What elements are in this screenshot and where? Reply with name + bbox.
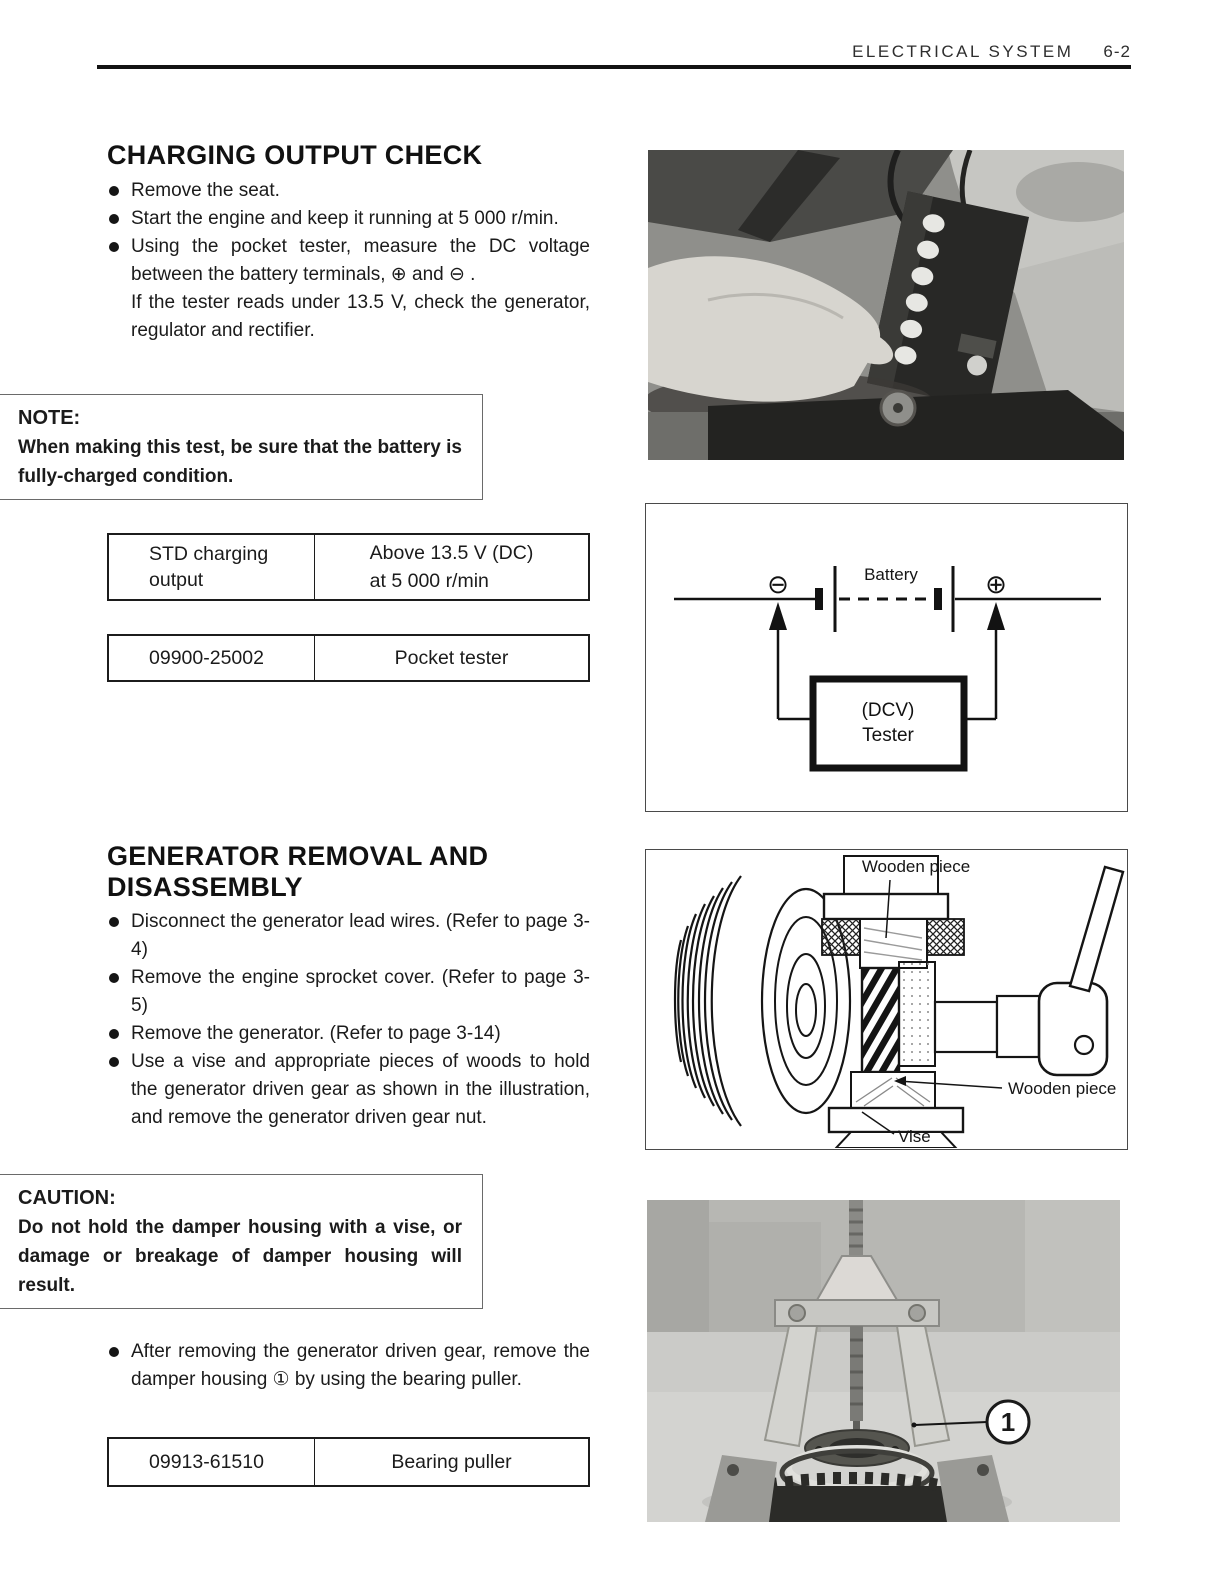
tester-label-line2: Tester	[862, 725, 914, 746]
generator-heading-wrap	[107, 841, 590, 903]
flywheel	[675, 876, 741, 1126]
bullet-icon	[109, 973, 119, 983]
bullet-text: Use a vise and appropriate pieces of woods to hold the generator driven gear as shown in the illustration, and remove the generator driven gear nut.	[131, 1051, 590, 1128]
note-box	[0, 394, 483, 500]
tester-box	[813, 679, 964, 768]
tester-label-line1: (DCV)	[861, 700, 915, 721]
part-number-cell	[109, 1439, 315, 1485]
wrench-handle	[1070, 867, 1123, 991]
battery-circuit-art	[646, 504, 1126, 810]
bullet-icon	[109, 1057, 119, 1067]
std-charging-label-cell	[109, 535, 315, 599]
plus-terminal-icon: ⊕	[985, 569, 1007, 599]
bullet-icon	[109, 214, 119, 224]
caution-body: Do not hold the damper housing with a vise, or damage or breakage of damper housing will result.	[18, 1217, 462, 1296]
note-title: NOTE:	[18, 407, 81, 429]
figure-battery-circuit	[645, 503, 1128, 812]
photo-bearing-puller	[647, 1200, 1120, 1522]
photo-charging-check	[648, 150, 1124, 460]
after-bullet-list	[107, 1338, 590, 1394]
bullet-text: Disconnect the generator lead wires. (Refer to page 3-4)	[131, 911, 590, 960]
photo-charging-check-art	[648, 150, 1124, 460]
bullet-icon	[109, 1347, 119, 1357]
tool-name-cell	[315, 636, 588, 680]
generator-bullet-list	[107, 908, 590, 1132]
battery-plate-icon	[815, 588, 823, 610]
tool-name-cell	[315, 1439, 588, 1485]
photo-bearing-puller-art	[647, 1200, 1120, 1522]
charging-bullet-list	[107, 177, 590, 345]
header-page-number: 6-2	[1103, 42, 1131, 61]
callout-1-number: 1	[1000, 1407, 1016, 1437]
page-header	[0, 42, 1131, 62]
caution-title: CAUTION:	[18, 1187, 116, 1209]
arrow-up-icon	[769, 602, 787, 630]
bullet-icon	[109, 917, 119, 927]
part-number: 09900-25002	[149, 647, 264, 669]
wooden-piece-top	[860, 919, 927, 968]
list-item	[107, 233, 590, 289]
charging-section-heading: CHARGING OUTPUT CHECK	[107, 140, 483, 170]
bullet-icon	[109, 242, 119, 252]
list-item	[107, 964, 590, 1020]
bullet-icon	[109, 186, 119, 196]
std-charging-value-cell	[315, 535, 588, 599]
part-number: 09913-61510	[149, 1451, 264, 1473]
minus-terminal-icon: ⊖	[767, 569, 789, 599]
battery-plate-icon	[934, 588, 942, 610]
bearing-puller-table	[107, 1437, 590, 1487]
bullet-text: Remove the engine sprocket cover. (Refer to page 3-5)	[131, 967, 590, 1016]
pocket-tester-table	[107, 634, 590, 682]
bullet-text: Remove the seat.	[131, 180, 280, 201]
generator-vise-art	[646, 850, 1126, 1148]
header-rule	[97, 65, 1131, 69]
bullet-text: After removing the generator driven gear, remove the damper housing ① by using the bearing puller.	[131, 1341, 590, 1390]
caution-box	[0, 1174, 483, 1309]
std-charging-value-line1: Above 13.5 V (DC)	[369, 542, 534, 564]
list-item	[107, 908, 590, 964]
std-charging-value-line2: at 5 000 r/min	[369, 570, 489, 592]
wooden-piece-right-label: Wooden piece	[1008, 1079, 1117, 1098]
bullet-spacer	[109, 298, 119, 308]
wooden-piece-bottom	[851, 1072, 935, 1108]
bullet-text: Remove the generator. (Refer to page 3-14)	[131, 1023, 501, 1044]
vise-top-jaw	[824, 894, 948, 919]
driven-gear	[862, 968, 899, 1072]
tool-name: Pocket tester	[394, 647, 509, 669]
list-item	[107, 205, 590, 233]
wooden-piece-top-label: Wooden piece	[861, 857, 971, 876]
list-item	[107, 1048, 590, 1132]
figure-generator-vise	[645, 849, 1128, 1150]
socket-wrench	[1039, 983, 1107, 1075]
bullet-icon	[109, 1029, 119, 1039]
bullet-text: Start the engine and keep it running at 5 000 r/min.	[131, 208, 559, 229]
tool-name: Bearing puller	[391, 1451, 512, 1473]
generator-section-heading: GENERATOR REMOVAL AND DISASSEMBLY	[107, 841, 489, 902]
bullet-text: If the tester reads under 13.5 V, check the generator, regulator and rectifier.	[131, 292, 590, 341]
list-item	[107, 1338, 590, 1394]
list-item	[107, 177, 590, 205]
list-item-continuation	[107, 289, 590, 345]
battery-label: Battery	[864, 565, 918, 584]
part-number-cell	[109, 636, 315, 680]
header-title: ELECTRICAL SYSTEM	[852, 42, 1074, 61]
charging-heading-wrap	[107, 140, 590, 171]
list-item	[107, 1020, 590, 1048]
std-charging-table	[107, 533, 590, 601]
arrow-up-icon	[987, 602, 1005, 630]
bullet-text: Using the pocket tester, measure the DC voltage between the battery terminals, ⊕ and ⊖ .	[131, 236, 590, 285]
note-body: When making this test, be sure that the battery is fully-charged condition.	[18, 437, 462, 487]
vise-label: Vise	[898, 1127, 931, 1146]
vise-bottom-jaw	[829, 1108, 963, 1132]
std-charging-label: STD charging output	[149, 543, 269, 591]
